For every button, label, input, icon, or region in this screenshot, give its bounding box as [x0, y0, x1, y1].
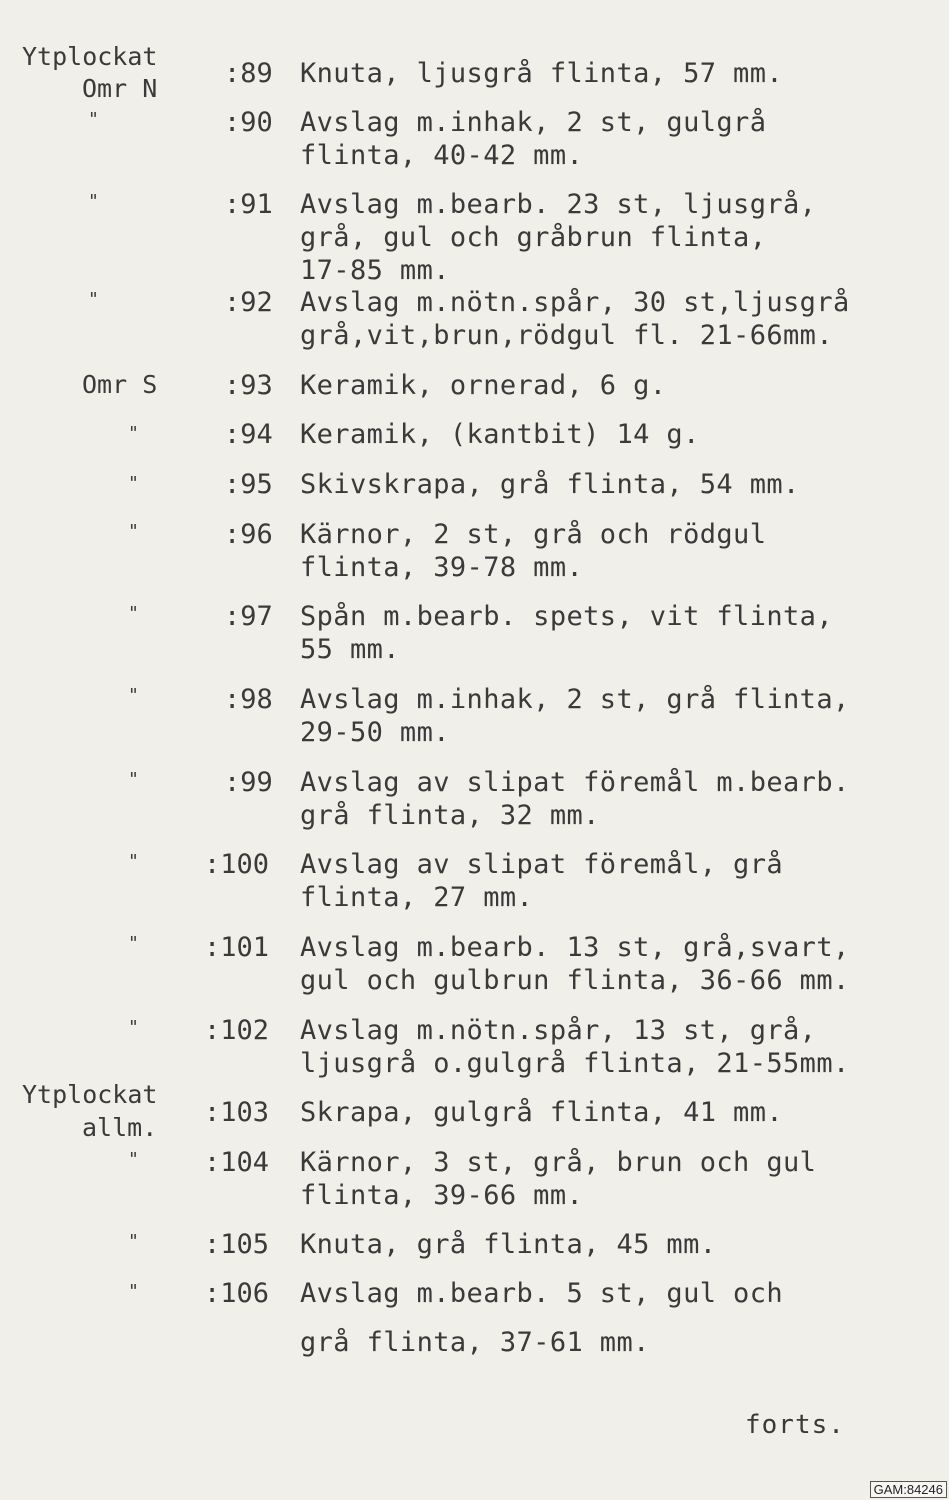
entry-description-line: Avslag av slipat föremål, grå — [300, 849, 784, 880]
entry-description-line: gul och gulbrun flinta, 36-66 mm. — [300, 965, 850, 996]
ditto-mark: " — [128, 603, 139, 624]
continued-note: forts. — [745, 1410, 845, 1440]
catalog-number: :98 — [224, 684, 273, 715]
ditto-mark: " — [88, 289, 99, 310]
catalog-number: :89 — [224, 58, 273, 89]
entry-description-line: Kärnor, 2 st, grå och rödgul — [300, 519, 767, 550]
ditto-mark: " — [128, 1149, 139, 1170]
archive-id-stamp: GAM:84246 — [870, 1481, 947, 1498]
location-label-allm: allm. — [82, 1113, 158, 1142]
entry-description-line: Avslag m.nötn.spår, 13 st, grå, — [300, 1015, 817, 1046]
ditto-mark: " — [88, 109, 99, 130]
catalog-number: :103 — [204, 1097, 270, 1128]
catalog-number: :90 — [224, 107, 273, 138]
location-label-omr-s: Omr S — [82, 370, 158, 399]
ditto-mark: " — [128, 423, 139, 444]
catalog-number: :105 — [204, 1229, 270, 1260]
entry-description-line: Kärnor, 3 st, grå, brun och gul — [300, 1147, 817, 1178]
catalog-number: :92 — [224, 287, 273, 318]
catalog-number: :97 — [224, 601, 273, 632]
ditto-mark: " — [128, 521, 139, 542]
location-label-ytplockat: Ytplockat — [22, 42, 158, 71]
ditto-mark: " — [128, 1231, 139, 1252]
entry-description-line: Knuta, grå flinta, 45 mm. — [300, 1229, 717, 1260]
catalog-number: :93 — [224, 370, 273, 401]
entry-description-line: Avslag m.bearb. 5 st, gul och — [300, 1278, 784, 1309]
entry-description-line: flinta, 39-78 mm. — [300, 552, 584, 583]
entry-description-line: grå flinta, 37-61 mm. — [300, 1327, 650, 1358]
ditto-mark: " — [128, 473, 139, 494]
ditto-mark: " — [128, 851, 139, 872]
entry-description-line: Avslag av slipat föremål m.bearb. — [300, 767, 850, 798]
catalog-number: :102 — [204, 1015, 270, 1046]
entry-description-line: Skivskrapa, grå flinta, 54 mm. — [300, 469, 800, 500]
catalog-number: :101 — [204, 932, 270, 963]
location-label-omr-n: Omr N — [82, 74, 158, 103]
entry-description-line: 55 mm. — [300, 634, 400, 665]
entry-description-line: Knuta, ljusgrå flinta, 57 mm. — [300, 58, 784, 89]
entry-description-line: Avslag m.inhak, 2 st, gulgrå — [300, 107, 767, 138]
entry-description-line: grå, gul och gråbrun flinta, — [300, 222, 767, 253]
entry-description-line: Avslag m.inhak, 2 st, grå flinta, — [300, 684, 850, 715]
catalog-number: :99 — [224, 767, 273, 798]
catalog-number: :91 — [224, 189, 273, 220]
location-label-ytplockat-allm: Ytplockat — [22, 1080, 158, 1109]
entry-description-line: Keramik, (kantbit) 14 g. — [300, 419, 700, 450]
entry-description-line: Avslag m.bearb. 13 st, grå,svart, — [300, 932, 850, 963]
entry-description-line: Avslag m.bearb. 23 st, ljusgrå, — [300, 189, 817, 220]
entry-description-line: grå,vit,brun,rödgul fl. 21-66mm. — [300, 320, 833, 351]
catalog-number: :100 — [204, 849, 270, 880]
ditto-mark: " — [128, 1281, 139, 1302]
entry-description-line: flinta, 39-66 mm. — [300, 1180, 584, 1211]
entry-description-line: ljusgrå o.gulgrå flinta, 21-55mm. — [300, 1048, 850, 1079]
ditto-mark: " — [128, 769, 139, 790]
entry-description-line: flinta, 27 mm. — [300, 882, 534, 913]
catalog-number: :106 — [204, 1278, 270, 1309]
entry-description-line: Skrapa, gulgrå flinta, 41 mm. — [300, 1097, 784, 1128]
entry-description-line: Keramik, ornerad, 6 g. — [300, 370, 667, 401]
catalog-number: :104 — [204, 1147, 270, 1178]
entry-description-line: 29-50 mm. — [300, 717, 450, 748]
entry-description-line: 17-85 mm. — [300, 255, 450, 286]
catalog-number: :95 — [224, 469, 273, 500]
ditto-mark: " — [128, 933, 139, 954]
ditto-mark: " — [128, 1017, 139, 1038]
entry-description-line: flinta, 40-42 mm. — [300, 140, 584, 171]
ditto-mark: " — [88, 191, 99, 212]
catalog-number: :96 — [224, 519, 273, 550]
catalog-number: :94 — [224, 419, 273, 450]
entry-description-line: Avslag m.nötn.spår, 30 st,ljusgrå — [300, 287, 850, 318]
entry-description-line: Spån m.bearb. spets, vit flinta, — [300, 601, 833, 632]
ditto-mark: " — [128, 685, 139, 706]
entry-description-line: grå flinta, 32 mm. — [300, 800, 600, 831]
